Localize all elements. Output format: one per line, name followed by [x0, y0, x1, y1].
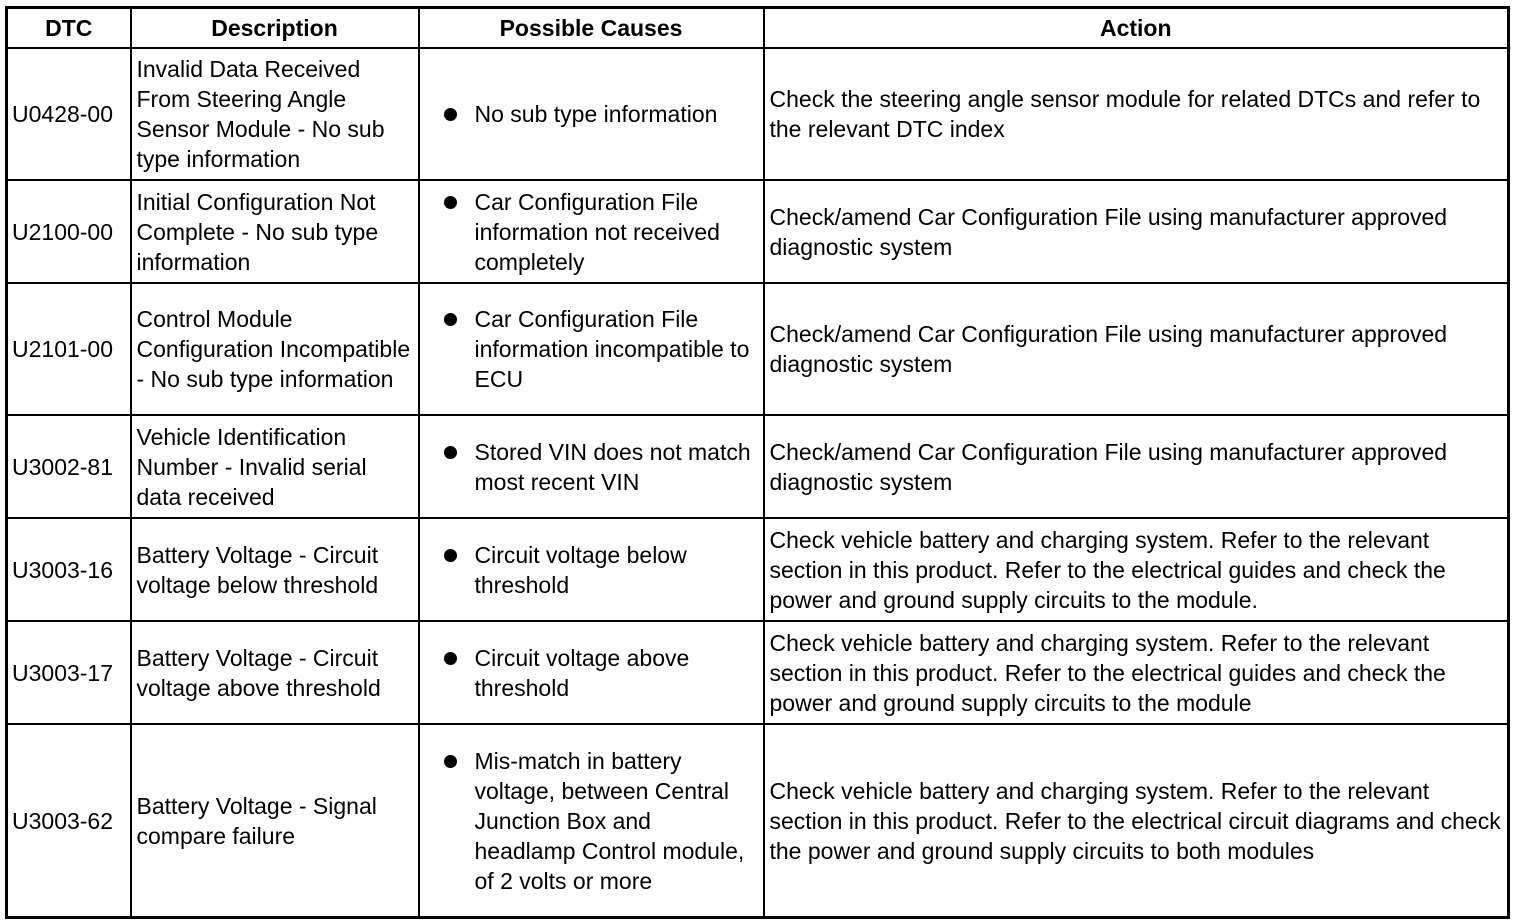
header-description: Description: [131, 8, 419, 49]
dtc-description: Invalid Data Received From Steering Angle Sensor Module - No sub type information: [131, 48, 419, 180]
cause-text: Car Configuration File information not received completely: [474, 188, 720, 275]
action-text: Check vehicle battery and charging system. Refer to the relevant section in this product. Refer to the electrical circuit diagrams and check the power and ground supply circuits to both modules: [764, 724, 1509, 918]
possible-causes-cell: [419, 724, 764, 918]
header-possible-causes: Possible Causes: [419, 8, 764, 49]
dtc-description: Initial Configuration Not Complete - No sub type information: [131, 180, 419, 283]
possible-causes-cell: [419, 180, 764, 283]
table-row: [7, 48, 1509, 180]
header-row: [7, 8, 1509, 49]
table-row: [7, 621, 1509, 724]
table-row: [7, 518, 1509, 621]
possible-causes-cell: [419, 621, 764, 724]
cause-item: [420, 643, 757, 703]
bullet-icon: [444, 313, 457, 326]
bullet-icon: [444, 196, 457, 209]
action-text: Check/amend Car Configuration File using manufacturer approved diagnostic system: [764, 283, 1509, 415]
cause-item: [420, 746, 757, 896]
header-dtc: DTC: [7, 8, 131, 49]
cause-item: [420, 99, 757, 129]
dtc-table: [5, 6, 1510, 919]
dtc-description: Vehicle Identification Number - Invalid serial data received: [131, 415, 419, 518]
cause-item: [420, 187, 757, 277]
cause-text: Car Configuration File information incompatible to ECU: [474, 306, 750, 392]
possible-causes-cell: [419, 48, 764, 180]
dtc-code: U2101-00: [7, 283, 131, 415]
dtc-description: Battery Voltage - Signal compare failure: [131, 724, 419, 918]
dtc-table-container: [5, 6, 1510, 919]
dtc-description: Control Module Configuration Incompatible - No sub type information: [131, 283, 419, 415]
action-text: Check/amend Car Configuration File using manufacturer approved diagnostic system: [764, 180, 1509, 283]
action-text: Check the steering angle sensor module for related DTCs and refer to the relevant DTC index: [764, 48, 1509, 180]
bullet-icon: [444, 652, 457, 665]
cause-item: [420, 304, 757, 394]
table-row: [7, 180, 1509, 283]
dtc-code: U2100-00: [7, 180, 131, 283]
dtc-code: U3003-62: [7, 724, 131, 918]
dtc-description: Battery Voltage - Circuit voltage below threshold: [131, 518, 419, 621]
cause-text: Mis-match in battery voltage, between Central Junction Box and headlamp Control module, of 2 volts or more: [474, 747, 745, 894]
possible-causes-cell: [419, 283, 764, 415]
action-text: Check vehicle battery and charging system. Refer to the relevant section in this product. Refer to the electrical guides and check the power and ground supply circuits to the module.: [764, 518, 1509, 621]
cause-item: [420, 540, 757, 600]
header-action: Action: [764, 8, 1509, 49]
cause-text: Stored VIN does not match most recent VIN: [474, 438, 751, 495]
possible-causes-cell: [419, 518, 764, 621]
cause-item: [420, 437, 757, 497]
dtc-code: U3003-16: [7, 518, 131, 621]
bullet-icon: [444, 549, 457, 562]
cause-text: No sub type information: [474, 101, 718, 127]
dtc-description: Battery Voltage - Circuit voltage above threshold: [131, 621, 419, 724]
possible-causes-cell: [419, 415, 764, 518]
dtc-code: U3003-17: [7, 621, 131, 724]
dtc-code: U0428-00: [7, 48, 131, 180]
table-row: [7, 724, 1509, 918]
cause-text: Circuit voltage below threshold: [474, 541, 687, 598]
table-row: [7, 283, 1509, 415]
action-text: Check/amend Car Configuration File using manufacturer approved diagnostic system: [764, 415, 1509, 518]
action-text: Check vehicle battery and charging system. Refer to the relevant section in this product. Refer to the electrical guides and check the power and ground supply circuits to the module: [764, 621, 1509, 724]
bullet-icon: [444, 108, 457, 121]
table-row: [7, 415, 1509, 518]
bullet-icon: [444, 755, 457, 768]
dtc-code: U3002-81: [7, 415, 131, 518]
cause-text: Circuit voltage above threshold: [474, 644, 690, 701]
bullet-icon: [444, 446, 457, 459]
